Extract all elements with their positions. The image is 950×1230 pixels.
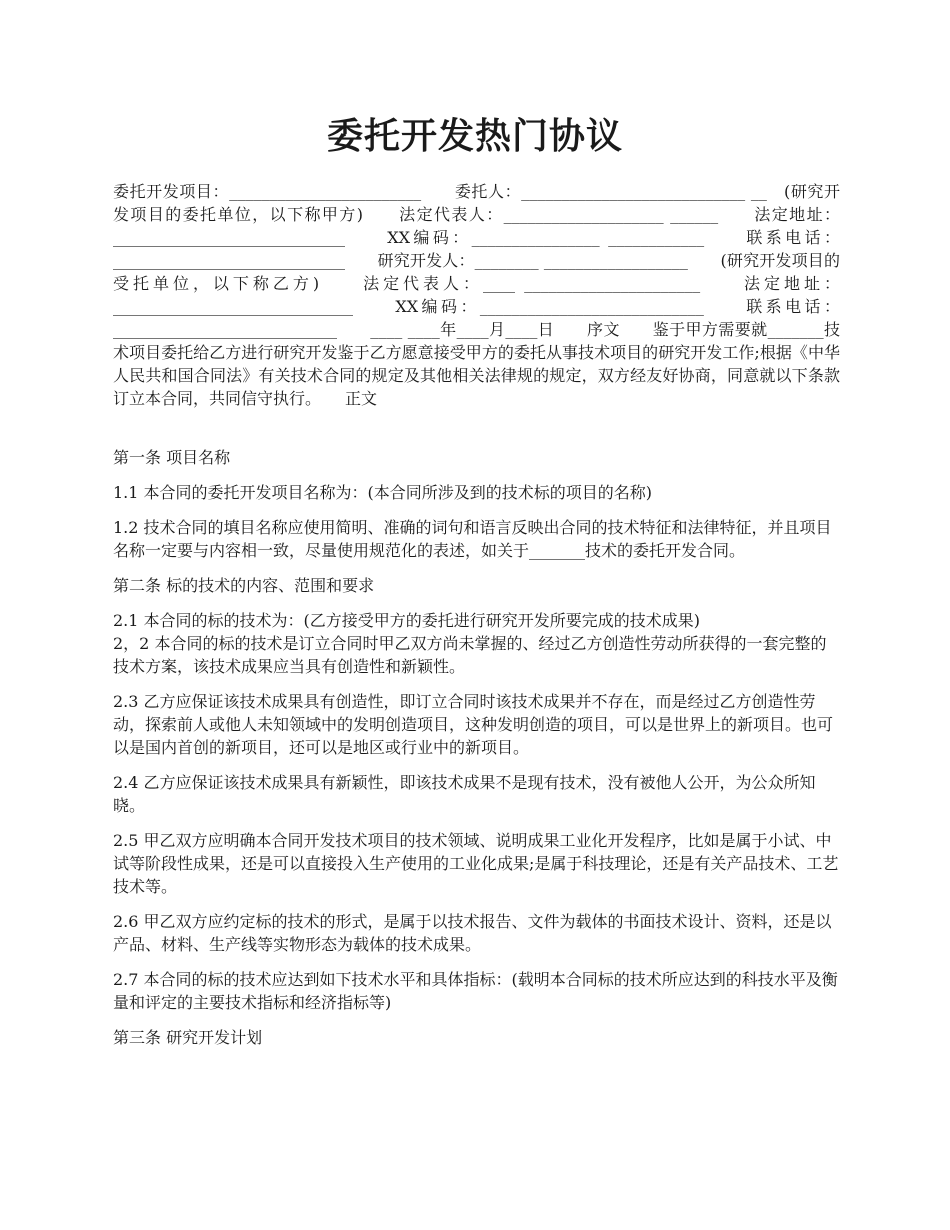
clause: 2.6 甲乙双方应约定标的技术的形式，是属于以技术报告、文件为载体的书面技术设计、资料，还是以产品、材料、生产线等实物形态为载体的技术成果。	[113, 912, 832, 954]
article-heading: 第一条 项目名称	[113, 448, 231, 467]
clause: 2.7 本合同的标的技术应达到如下技术水平和具体指标：(载明本合同标的技术所应达到的科技水平及衡量和评定的主要技术指标和经济指标等)	[113, 970, 838, 1012]
clause: 1.2 技术合同的填目名称应使用简明、准确的词句和语言反映出合同的技术特征和法律特征，并且项目名称一定要与内容相一致，尽量使用规范化的表述，如关于_______技术的委托开发合同。	[113, 518, 832, 560]
document-title: 委托开发热门协议	[326, 115, 623, 157]
clause: 2，2 本合同的标的技术是订立合同时甲乙双方尚未掌握的、经过乙方创造性劳动所获得的一套完整的技术方案，该技术成果应当具有创造性和新颖性。	[113, 634, 827, 676]
intro-paragraph: 委托开发项目：________________________ 委托人：____________________________ __ (研究开发项目的委托单位，以下称甲方) 法定代表人：____________________ ______ 法定地址：_____________________________ XX编码：________________ ____________ 联系电话：_____________________________ 研究开发人：________ __________________ (研究开发项目的受托单位，以下称乙方) 法定代表人：____ ______________________ 法定地址：______________________________ XX编码：____________________________ 联系电话：____________________________ ____ ____年____月____日 序文 鉴于甲方需要就_______技术项目委托给乙方进行研究开发鉴于乙方愿意接受甲方的委托从事技术项目的研究开发工作;根据《中华人民共和国合同法》有关技术合同的规定及其他相关法律规的规定，双方经友好协商，同意就以下条款订立本合同，共同信守执行。 正文	[113, 182, 840, 408]
article-heading: 第二条 标的技术的内容、范围和要求	[113, 576, 375, 595]
clause: 2.5 甲乙双方应明确本合同开发技术项目的技术领域、说明成果工业化开发程序，比如是属于小试、中试等阶段性成果，还是可以直接投入生产使用的工业化成果;是属于科技理论，还是有关产品技术、工艺技术等。	[113, 831, 839, 896]
clause: 1.1 本合同的委托开发项目名称为：(本合同所涉及到的技术标的项目的名称)	[113, 483, 653, 502]
clause: 2.3 乙方应保证该技术成果具有创造性，即订立合同时该技术成果并不存在，而是经过乙方创造性劳动，探索前人或他人未知领域中的发明创造项目，这种发明创造的项目，可以是世界上的新项目。也可以是国内首创的新项目，还可以是地区或行业中的新项目。	[113, 692, 834, 757]
article-heading: 第三条 研究开发计划	[113, 1028, 263, 1047]
clause: 2.4 乙方应保证该技术成果具有新颖性，即该技术成果不是现有技术，没有被他人公开，为公众所知晓。	[113, 773, 816, 815]
clause: 2.1 本合同的标的技术为：(乙方接受甲方的委托进行研究开发所要完成的技术成果)	[113, 611, 701, 630]
document-body	[113, 446, 840, 1061]
